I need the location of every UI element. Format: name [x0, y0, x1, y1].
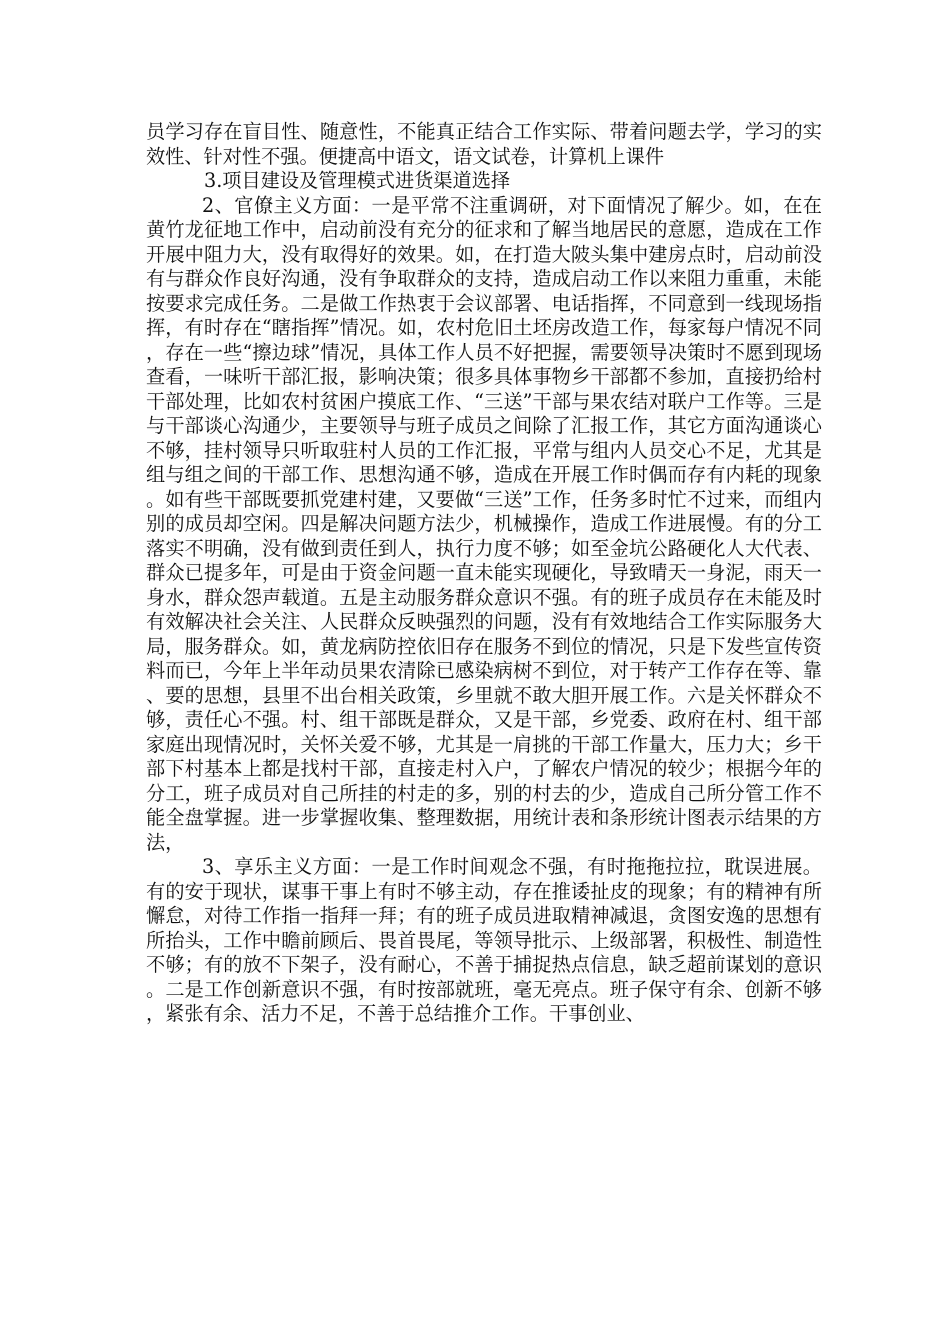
paragraph-bureaucratism: 2、官僚主义方面：一是平常不注重调研，对下面情况了解少。如，在在黄竹龙征地工作中，启动前没有充分的征求和了解当地居民的意愿，造成在工作开展中阻力大，没有取得好的效果。如，在打造大陂头集中建房点时，启动前没有与群众作良好沟通，没有争取群众的支持，造成启动工作以来阻力重重，未能按要求完成任务。二是做工作热衷于会议部署、电话指挥，不同意到一线现场指挥，有时存在“瞎指挥”情况。如，农村危旧土坯房改造工作，每家每户情况不同，存在一些“擦边球”情况，具体工作人员不好把握，需要领导决策时不愿到现场查看，一味听干部汇报，影响决策；很多具体事物乡干部都不参加，直接扔给村干部处理，比如农村贫困户摸底工作、“三送”干部与果农结对联户工作等。三是与干部谈心沟通少，主要领导与班子成员之间除了汇报工作，其它方面沟通谈心不够，挂村领导只听取驻村人员的工作汇报，平常与组内人员交心不足，尤其是组与组之间的干部工作、思想沟通不够，造成在开展工作时偶而存有内耗的现象。如有些干部既要抓党建村建，又要做“三送”工作，任务多时忙不过来，而组内别的成员却空闲。四是解决问题方法少，机械操作，造成工作进展慢。有的分工落实不明确，没有做到责任到人，执行力度不够；如至金坑公路硬化人大代表、群众已提多年，可是由于资金问题一直未能实现硬化，导致晴天一身泥，雨天一身水，群众怨声载道。五是主动服务群众意识不强。有的班子成员存在未能及时有效解决社会关注、人民群众反映强烈的问题，没有有效地结合工作实际服务大局，服务群众。如，黄龙病防控依旧存在服务不到位的情况，只是下发些宣传资料而已，今年上半年动员果农清除已感染病树不到位，对于转产工作存在等、靠、要的思想，县里不出台相关政策，乡里就不敢大胆开展工作。六是关怀群众不够，责任心不强。村、组干部既是群众，又是干部，乡党委、政府在村、组干部家庭出现情况时，关怀关爱不够，尤其是一肩挑的干部工作量大，压力大；乡干部下村基本上都是找村干部，直接走村入户，了解农户情况的较少；根据今年的分工，班子成员对自己所挂的村走的多，别的村去的少，造成自己所分管工作不能全盘掌握。进一步掌握收集、整理数据，用统计表和条形统计图表示结果的方法， [146, 193, 822, 854]
paragraph-continuation: 员学习存在盲目性、随意性，不能真正结合工作实际、带着问题去学，学习的实效性、针对性不强。便捷高中语文，语文试卷，计算机上课件 [146, 120, 822, 168]
paragraph-hedonism: 3、享乐主义方面：一是工作时间观念不强，有时拖拖拉拉，耽误进展。有的安于现状，谋事干事上有时不够主动，存在推诿扯皮的现象；有的精神有所懈怠，对待工作指一指拜一拜；有的班子成员进取精神减退，贪图安逸的思想有所抬头，工作中瞻前顾后、畏首畏尾，等领导批示、上级部署，积极性、制造性不够；有的放不下架子，没有耐心，不善于捕捉热点信息，缺乏超前谋划的意识。二是工作创新意识不强，有时按部就班，毫无亮点。班子保守有余、创新不够，紧张有余、活力不足，不善于总结推介工作。干事创业、 [146, 855, 822, 1025]
paragraph-section-heading: 3.项目建设及管理模式进货渠道选择 [204, 169, 511, 192]
document-body [146, 120, 822, 1027]
